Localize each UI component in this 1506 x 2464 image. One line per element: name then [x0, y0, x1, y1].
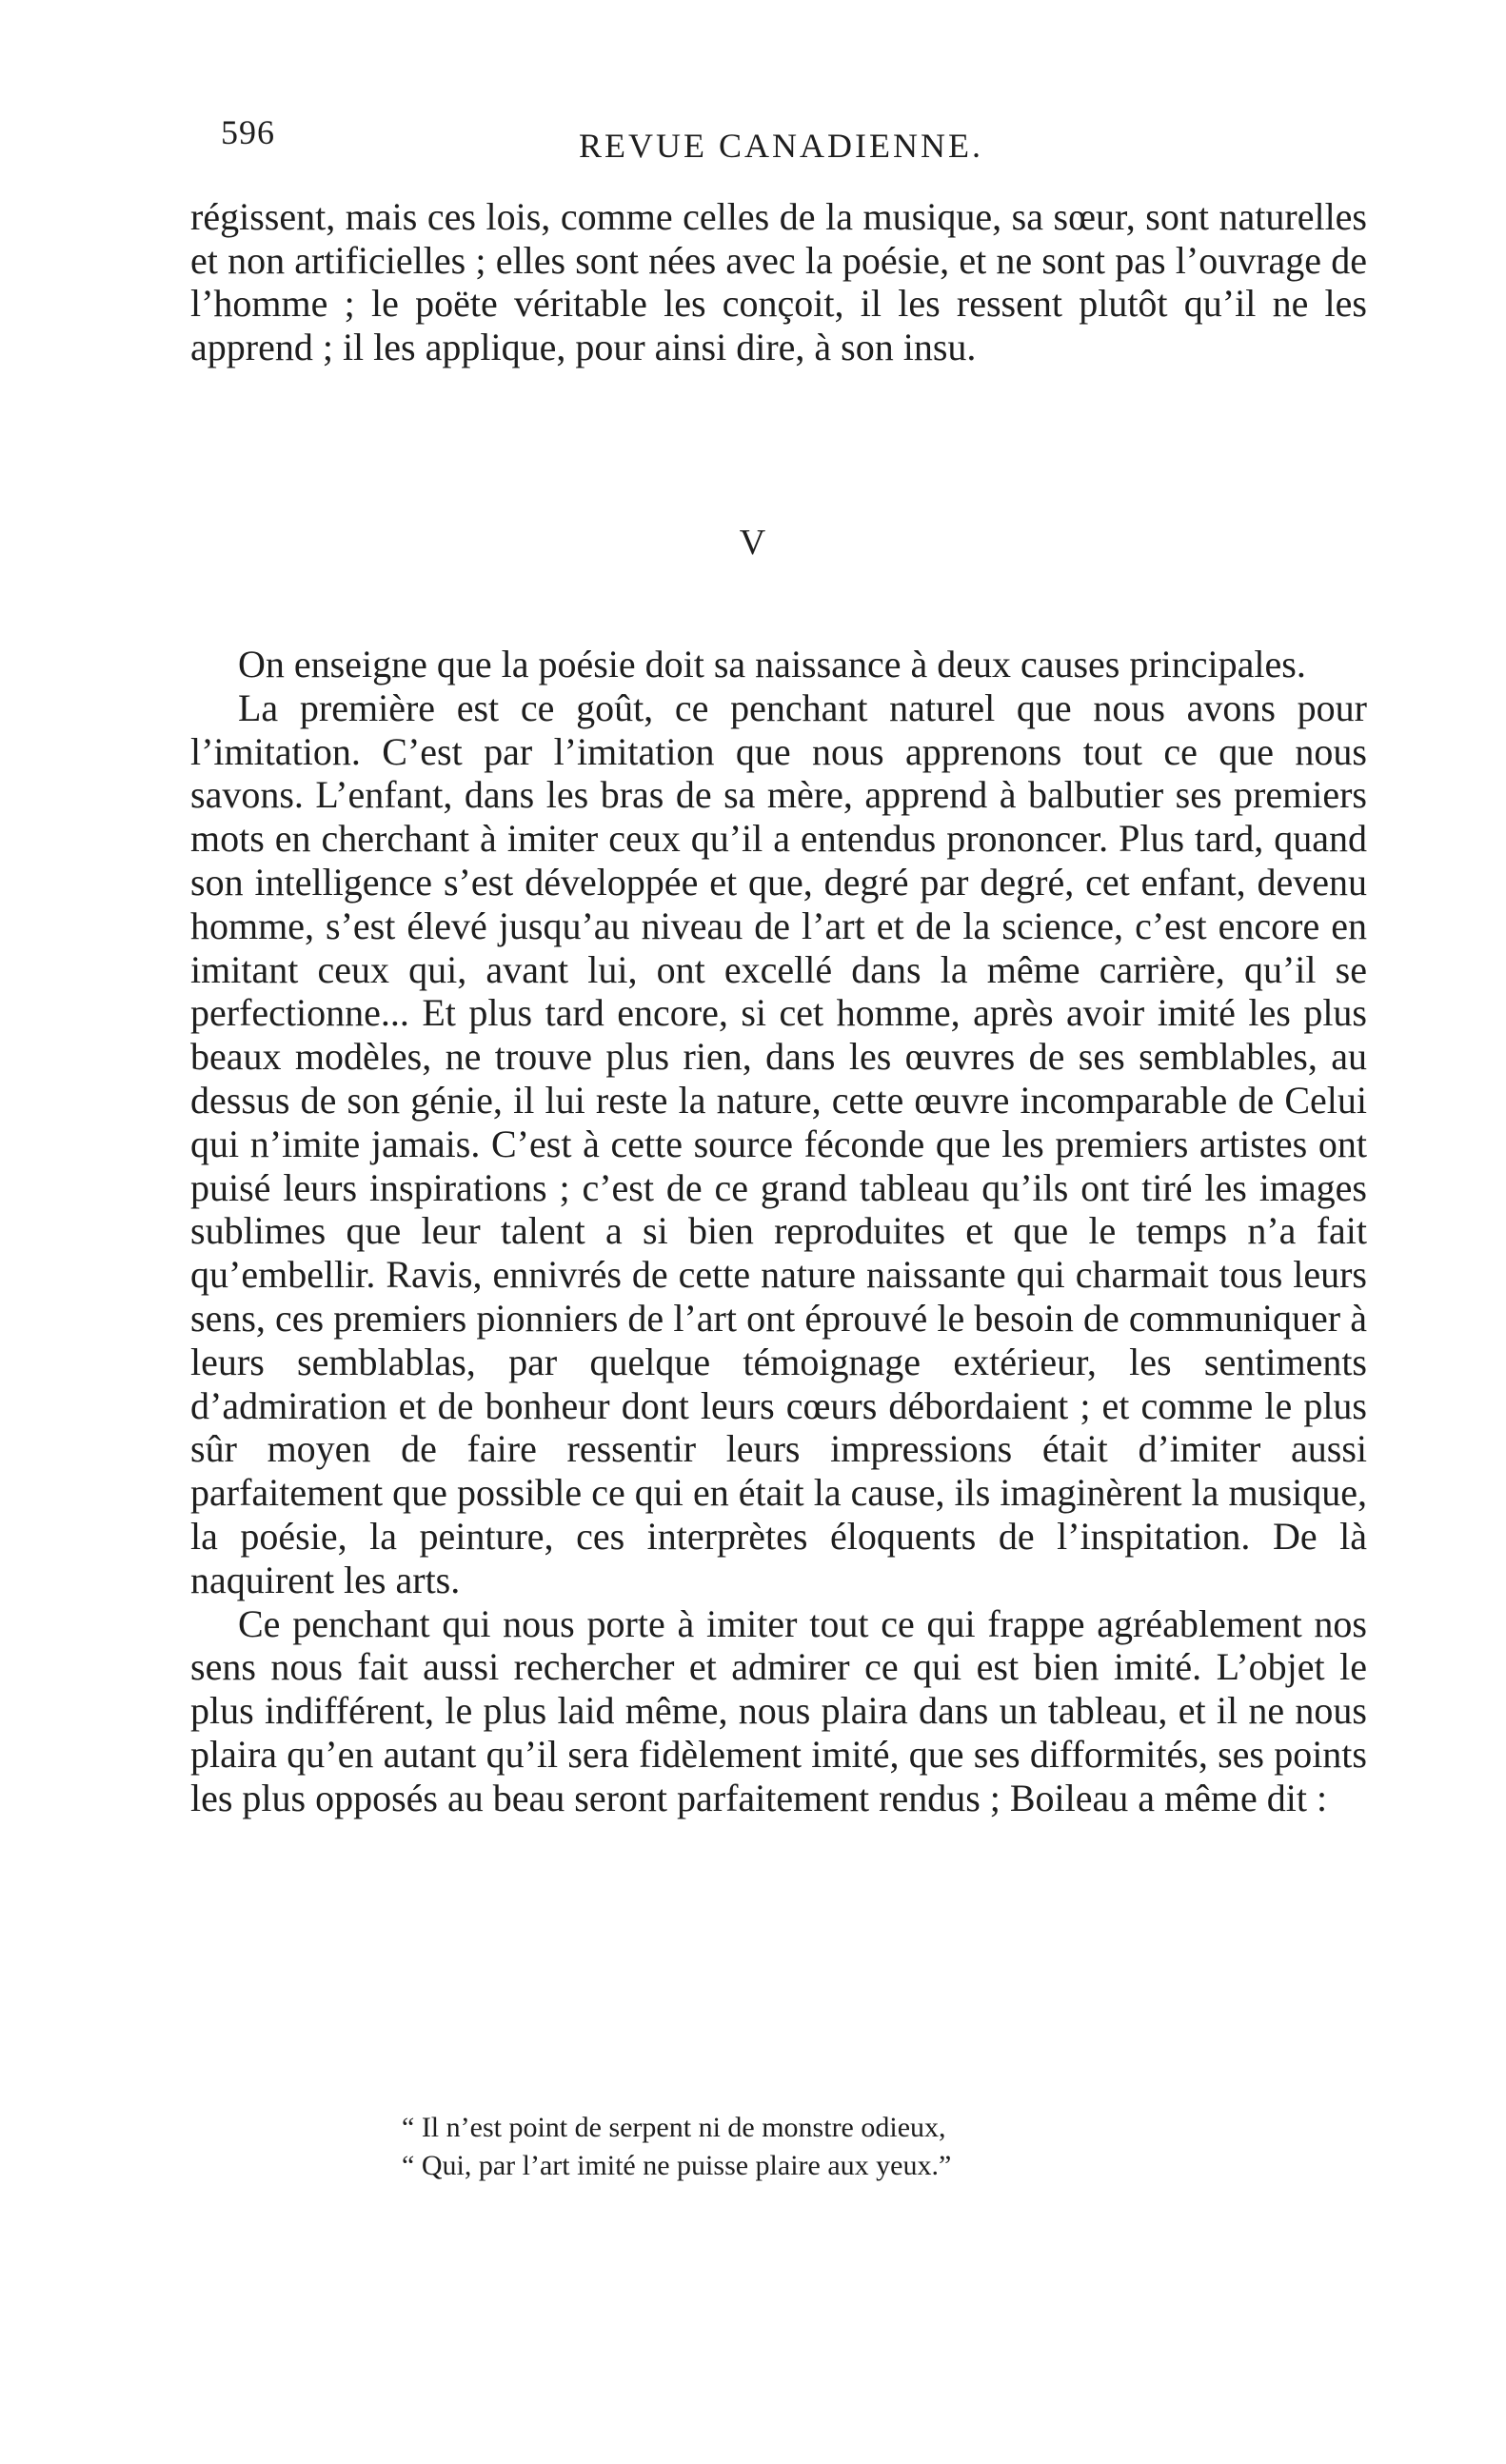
quote-line-1: “ Il n’est point de serpent ni de monstre odieux,	[402, 2112, 946, 2143]
section-heading: V	[739, 523, 767, 563]
boileau-quote	[402, 2109, 951, 2185]
page-number: 596	[221, 113, 275, 151]
section-body	[190, 643, 1367, 1820]
continuation-paragraph: régissent, mais ces lois, comme celles de la musique, sa sœur, sont naturelles et non artificielles ; elles sont nées avec la poésie, et ne sont pas l’ouvrage de l’homme ; le poëte véritable les conçoit, il les ressent plutôt qu’il ne les apprend ; il les applique, pour ainsi dire, à son insu.	[190, 195, 1367, 369]
running-title: REVUE CANADIENNE.	[579, 127, 983, 165]
quote-line-2: “ Qui, par l’art imité ne puisse plaire aux yeux.”	[402, 2150, 952, 2181]
continuation-block	[190, 195, 1367, 369]
paragraph-3: Ce penchant qui nous porte à imiter tout ce qui frappe agréablement nos sens nous fait aussi rechercher et admirer ce qui est bien imité. L’objet le plus indifférent, le plus laid même, nous plaira dans un tableau, et il ne nous plaira qu’en autant qu’il sera fidèlement imité, que ses difformités, ses points les plus opposés au beau seront parfaitement rendus ; Boileau a même dit :	[190, 1601, 1367, 1819]
page-header	[221, 112, 1021, 169]
paragraph-1: On enseigne que la poésie doit sa naissance à deux causes principales.	[238, 643, 1306, 686]
paragraph-2: La première est ce goût, ce penchant naturel que nous avons pour l’imitation. C’est par l’imitation que nous apprenons tout ce que nous savons. L’enfant, dans les bras de sa mère, apprend à balbutier ses premiers mots en cherchant à imiter ceux qu’il a entendus prononcer. Plus tard, quand son intelligence s’est développée et que, degré par degré, cet enfant, devenu homme, s’est élevé jusqu’au niveau de l’art et de la science, c’est encore en imitant ceux qui, avant lui, ont excellé dans la même carrière, qu’il se perfectionne... Et plus tard encore, si cet homme, après avoir imité les plus beaux modèles, ne trouve plus rien, dans les œuvres de ses semblables, au dessus de son génie, il lui reste la nature, cette œuvre incomparable de Celui qui n’imite jamais. C’est à cette source féconde que les premiers artistes ont puisé leurs inspirations ; c’est de ce grand tableau qu’ils ont tiré les images sublimes que leur talent a si bien reproduites et que le temps n’a fait qu’embellir. Ravis, ennivrés de cette nature naissante qui charmait tous leurs sens, ces premiers pionniers de l’art ont éprouvé le besoin de communiquer à leurs semblablas, par quelque témoignage extérieur, les sentiments d’admiration et de bonheur dont leurs cœurs débordaient ; et comme le plus sûr moyen de faire ressentir leurs impressions était d’imiter aussi parfaitement que possible ce qui en était la cause, ils imaginèrent la musique, la poésie, la peinture, ces interprètes éloquents de l’inspitation. De là naquirent les arts.	[190, 686, 1367, 1601]
